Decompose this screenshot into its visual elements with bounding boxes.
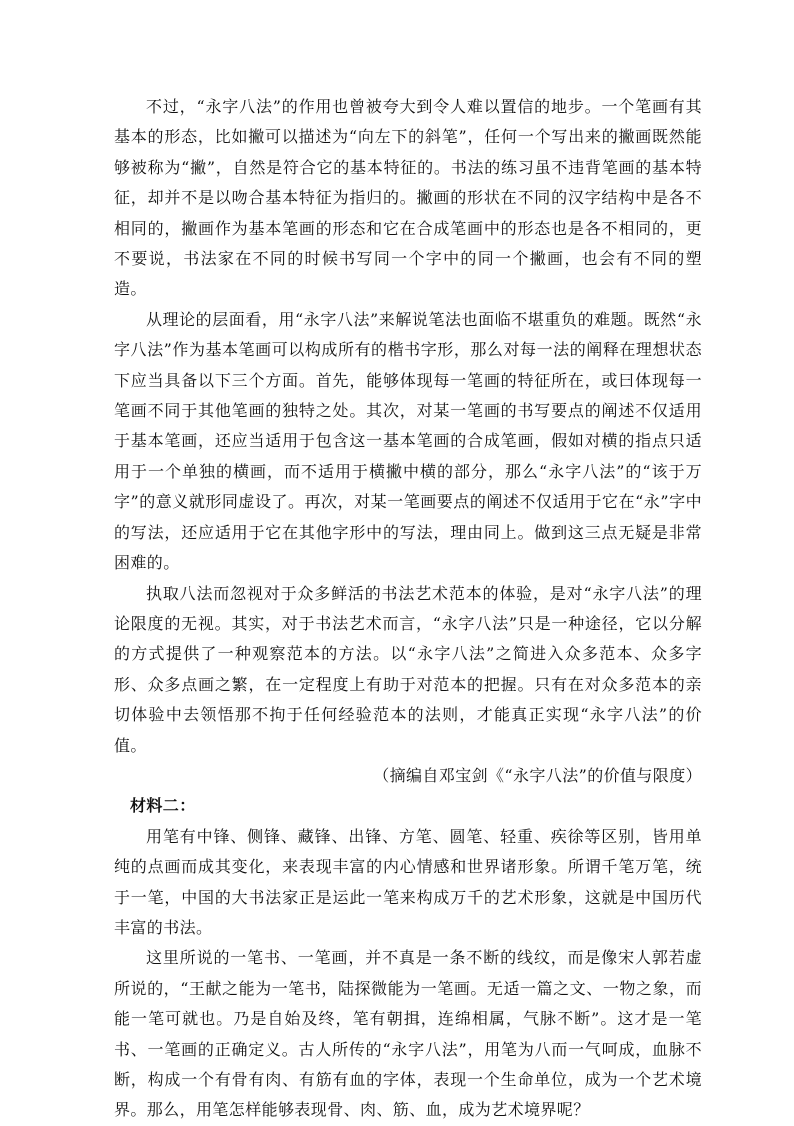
material-two-paragraph-2: 这里所说的一笔书、一笔画，并不真是一条不断的线纹，而是像宋人郭若虚所说的，“王献之能为一笔书，陆探微能为一笔画。无适一篇之文、一物之象，而能一笔可就也。乃是自始及终，笔有朝揖，连绵相属，气脉不断”。这才是一笔书、一笔画的正确定义。古人所传的“永字八法”，用笔为八而一气呵成，血脉不断，构成一个有骨有肉、有筋有血的字体，表现一个生命单位，成为一个艺术境界。那么，用笔怎样能够表现骨、肉、筋、血，成为艺术境界呢？ <box>114 948 702 1120</box>
material-two-heading: 材料二： <box>130 796 196 816</box>
material-one-paragraph-3: 执取八法而忽视对于众多鲜活的书法艺术范本的体验，是对“永字八法”的理论限度的无视。其实，对于书法艺术而言，“永字八法”只是一种途径，它以分解的方式提供了一种观察范本的方法。以“永字八法”之简进入众多范本、众多字形、众多点画之繁，在一定程度上有助于对范本的把握。只有在对众多范本的亲切体验中去领悟那不拘于任何经验范本的法则，才能真正实现“永字八法”的价值。 <box>114 583 702 755</box>
material-two-paragraph-1: 用笔有中锋、侧锋、藏锋、出锋、方笔、圆笔、轻重、疾徐等区别，皆用单纯的点画而成其变化，来表现丰富的内心情感和世界诸形象。所谓千笔万笔，统于一笔，中国的大书法家正是运此一笔来构成万千的艺术形象，这就是中国历代丰富的书法。 <box>114 826 702 937</box>
material-one-paragraph-2: 从理论的层面看，用“永字八法”来解说笔法也面临不堪重负的难题。既然“永字八法”作为基本笔画可以构成所有的楷书字形，那么对每一法的阐释在理想状态下应当具备以下三个方面。首先，能够体现每一笔画的特征所在，或曰体现每一笔画不同于其他笔画的独特之处。其次，对某一笔画的书写要点的阐述不仅适用于基本笔画，还应当适用于包含这一基本笔画的合成笔画，假如对横的指点只适用于一个单独的横画，而不适用于横撇中横的部分，那么“永字八法”的“该于万字”的意义就形同虚设了。再次，对某一笔画要点的阐述不仅适用于它在“永”字中的写法，还应适用于它在其他字形中的写法，理由同上。做到这三点无疑是非常困难的。 <box>114 309 702 573</box>
material-one-paragraph-1: 不过，“永字八法”的作用也曾被夸大到令人难以置信的地步。一个笔画有其基本的形态，比如撇可以描述为“向左下的斜笔”，任何一个写出来的撇画既然能够被称为“撇”，自然是符合它的基本特征的。书法的练习虽不违背笔画的基本特征，却并不是以吻合基本特征为指归的。撇画的形状在不同的汉字结构中是各不相同的，撇画作为基本笔画的形态和它在合成笔画中的形态也是各不相同的，更不要说，书法家在不同的时候书写同一个字中的同一个撇画，也会有不同的塑造。 <box>114 97 702 299</box>
document-body <box>114 92 702 1126</box>
material-one-source-citation: （摘编自邓宝剑《“永字八法”的价值与限度） <box>373 765 702 785</box>
